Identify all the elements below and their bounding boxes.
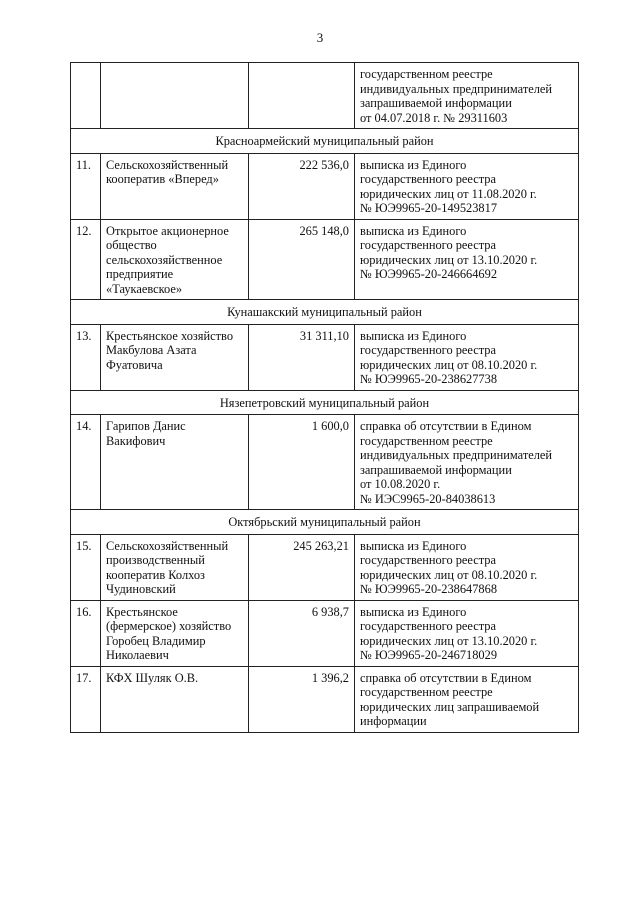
- section-header-row: [71, 300, 579, 325]
- subsidy-amount: 265 148,0: [249, 219, 355, 300]
- table-row: [71, 219, 579, 300]
- row-number: [71, 63, 101, 129]
- subsidy-amount: 1 600,0: [249, 415, 355, 510]
- table-row: [71, 324, 579, 390]
- section-header-row: [71, 129, 579, 154]
- page-number: 3: [316, 30, 324, 45]
- table-row: [71, 63, 579, 129]
- table-row: [71, 153, 579, 219]
- recipient-name: КФХ Шуляк О.В.: [101, 666, 249, 732]
- row-number: 13.: [71, 324, 101, 390]
- registry-document: справка об отсутствии в Едином государственном реестре индивидуальных предпринимателей запрашиваемой информации от 10.08.2020 г. № ИЭС9965-20-84038613: [355, 415, 579, 510]
- row-number: 16.: [71, 600, 101, 666]
- recipient-name: Сельскохозяйственный производственный кооператив Колхоз Чудиновский: [101, 534, 249, 600]
- section-header-row: [71, 510, 579, 535]
- section-title: Красноармейский муниципальный район: [71, 129, 579, 154]
- subsidy-amount: 31 311,10: [249, 324, 355, 390]
- registry-document: выписка из Единого государственного реестра юридических лиц от 13.10.2020 г. № ЮЭ9965-20-246664692: [355, 219, 579, 300]
- subsidy-amount: [249, 63, 355, 129]
- registry-document: выписка из Единого государственного реестра юридических лиц от 13.10.2020 г. № ЮЭ9965-20-246718029: [355, 600, 579, 666]
- subsidy-amount: 1 396,2: [249, 666, 355, 732]
- subsidy-amount: 245 263,21: [249, 534, 355, 600]
- section-title: Октябрьский муниципальный район: [71, 510, 579, 535]
- recipient-name: Открытое акционерное общество сельскохозяйственное предприятие «Таукаевское»: [101, 219, 249, 300]
- row-number: 14.: [71, 415, 101, 510]
- row-number: 17.: [71, 666, 101, 732]
- subsidy-table: [70, 62, 579, 733]
- table-row: [71, 534, 579, 600]
- registry-document: выписка из Единого государственного реестра юридических лиц от 11.08.2020 г. № ЮЭ9965-20-149523817: [355, 153, 579, 219]
- subsidy-amount: 6 938,7: [249, 600, 355, 666]
- section-title: Кунашакский муниципальный район: [71, 300, 579, 325]
- registry-document: выписка из Единого государственного реестра юридических лиц от 08.10.2020 г. № ЮЭ9965-20-238627738: [355, 324, 579, 390]
- registry-document: государственном реестре индивидуальных предпринимателей запрашиваемой информации от 04.07.2018 г. № 29311603: [355, 63, 579, 129]
- subsidy-amount: 222 536,0: [249, 153, 355, 219]
- registry-document: выписка из Единого государственного реестра юридических лиц от 08.10.2020 г. № ЮЭ9965-20-238647868: [355, 534, 579, 600]
- recipient-name: Крестьянское (фермерское) хозяйство Горобец Владимир Николаевич: [101, 600, 249, 666]
- row-number: 11.: [71, 153, 101, 219]
- row-number: 15.: [71, 534, 101, 600]
- row-number: 12.: [71, 219, 101, 300]
- table-row: [71, 415, 579, 510]
- section-header-row: [71, 390, 579, 415]
- recipient-name: [101, 63, 249, 129]
- table-row: [71, 666, 579, 732]
- table-row: [71, 600, 579, 666]
- registry-document: справка об отсутствии в Едином государственном реестре юридических лиц запрашиваемой информации: [355, 666, 579, 732]
- recipient-name: Крестьянское хозяйство Макбулова Азата Фуатовича: [101, 324, 249, 390]
- section-title: Нязепетровский муниципальный район: [71, 390, 579, 415]
- recipient-name: Гарипов Данис Вакифович: [101, 415, 249, 510]
- recipient-name: Сельскохозяйственный кооператив «Вперед»: [101, 153, 249, 219]
- table-body: [71, 63, 579, 733]
